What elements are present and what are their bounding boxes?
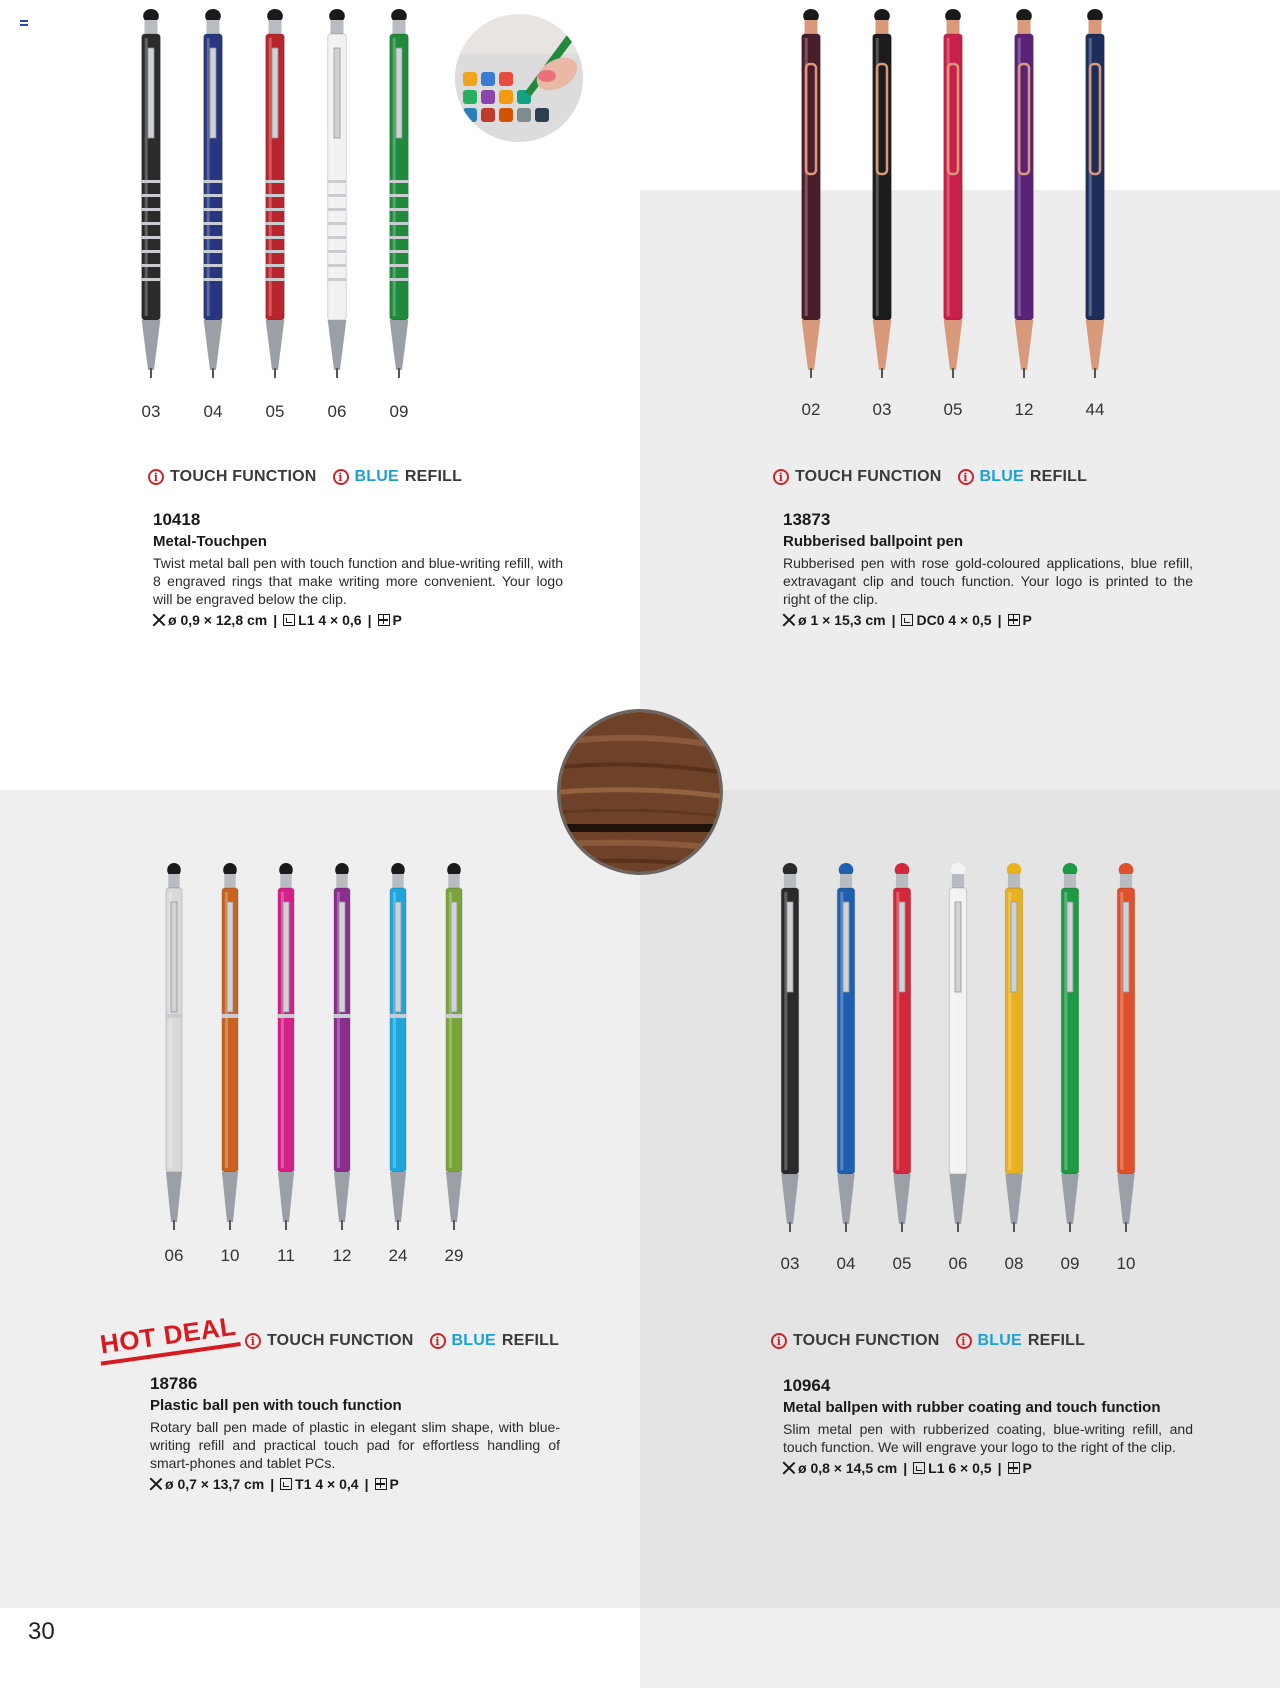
variant-code-label: 29 <box>444 1246 464 1265</box>
product-number: 10418 <box>153 510 201 529</box>
pen-icon <box>267 862 305 1232</box>
feature-touch <box>245 1332 414 1350</box>
pen-icon <box>994 862 1034 1234</box>
pen-icon <box>316 8 358 380</box>
feature-refill <box>430 1332 560 1350</box>
packaging-icon <box>378 614 390 626</box>
pen-icon <box>435 862 473 1232</box>
wood-material-circle <box>560 712 720 872</box>
feature-blue-label: BLUE <box>354 468 399 485</box>
product-10964 <box>783 1376 1193 1476</box>
background-panel-footer <box>640 1608 1280 1688</box>
pen-icon <box>826 862 866 1234</box>
product-name: Rubberised ballpoint pen <box>783 533 964 550</box>
pen-icon <box>379 862 417 1232</box>
packaging-icon <box>375 1478 387 1490</box>
variant-code-label: 04 <box>203 402 223 421</box>
variant-code-label: 02 <box>801 400 821 419</box>
spec-size: ø 0,8 × 14,5 cm <box>798 1460 898 1476</box>
feature-row-10418 <box>148 468 462 486</box>
variant-code-label: 03 <box>872 400 892 419</box>
hot-deal-badge: HOT DEAL <box>96 1310 241 1365</box>
spec-print: L1 4 × 0,6 <box>298 612 362 628</box>
info-icon: i <box>333 469 349 485</box>
variant-code-label: 12 <box>1014 400 1034 419</box>
variant-code-label: 05 <box>943 400 963 419</box>
pen-variant-44 <box>1074 8 1116 419</box>
info-icon: i <box>771 1333 787 1349</box>
pen-variant-29 <box>435 862 473 1265</box>
dimensions-icon <box>150 1478 162 1490</box>
feature-row-18786 <box>245 1332 559 1350</box>
page-number: 30 <box>28 1618 55 1645</box>
pen-variant-03 <box>861 8 903 419</box>
feature-row-13873 <box>773 468 1087 486</box>
spec-size: ø 0,9 × 12,8 cm <box>168 612 268 628</box>
pen-variant-04 <box>826 862 866 1273</box>
print-method-icon <box>913 1462 925 1474</box>
pen-icon <box>1050 862 1090 1234</box>
feature-refill-label: REFILL <box>1027 1332 1086 1349</box>
feature-refill-label: REFILL <box>404 468 463 485</box>
spec-print: T1 4 × 0,4 <box>295 1476 359 1492</box>
variant-code-label: 06 <box>164 1246 184 1265</box>
feature-touch-label: TOUCH FUNCTION <box>267 1332 414 1349</box>
feature-row-10964 <box>771 1332 1085 1350</box>
pen-variant-11 <box>267 862 305 1265</box>
variant-code-label: 03 <box>141 402 161 421</box>
feature-touch-label: TOUCH FUNCTION <box>795 468 942 485</box>
variant-code-label: 44 <box>1085 400 1105 419</box>
variant-code-label: 11 <box>277 1246 295 1265</box>
feature-touch <box>771 1332 940 1350</box>
variant-code-label: 08 <box>1004 1254 1024 1273</box>
variant-code-label: 03 <box>780 1254 800 1273</box>
print-method-icon <box>901 614 913 626</box>
variant-code-label: 10 <box>220 1246 240 1265</box>
product-specs: ø 0,7 × 13,7 cm | T1 4 × 0,4 | P <box>150 1476 560 1492</box>
touchscreen-photo <box>455 14 583 142</box>
info-icon: i <box>148 469 164 485</box>
pen-variant-10 <box>211 862 249 1265</box>
feature-refill-label: REFILL <box>1029 468 1088 485</box>
info-icon: i <box>245 1333 261 1349</box>
feature-touch-label: TOUCH FUNCTION <box>170 468 317 485</box>
pen-variant-06 <box>155 862 193 1265</box>
product-description: Slim metal pen with rubberized coating, blue-writing refill, and touch function. We will engrave your logo to the right of the clip. <box>783 1421 1193 1455</box>
product-number: 13873 <box>783 510 831 529</box>
spec-print: L1 6 × 0,5 <box>928 1460 992 1476</box>
variant-code-label: 24 <box>388 1246 408 1265</box>
info-icon: i <box>958 469 974 485</box>
feature-refill <box>333 468 463 486</box>
print-method-icon <box>283 614 295 626</box>
product-specs: ø 0,8 × 14,5 cm | L1 6 × 0,5 | P <box>783 1460 1193 1476</box>
pen-variant-12 <box>1003 8 1045 419</box>
variant-code-label: 04 <box>836 1254 856 1273</box>
variant-code-label: 06 <box>948 1254 968 1273</box>
spec-print: DC0 4 × 0,5 <box>916 612 992 628</box>
pen-icon <box>254 8 296 380</box>
pen-icon <box>378 8 420 380</box>
pen-variant-05 <box>882 862 922 1273</box>
pen-variant-06 <box>316 8 358 421</box>
dimensions-icon <box>783 1462 795 1474</box>
product-name: Plastic ball pen with touch function <box>150 1397 402 1414</box>
spec-pack: P <box>1022 612 1032 628</box>
dimensions-icon <box>783 614 795 626</box>
pen-icon <box>155 862 193 1232</box>
spec-pack: P <box>1022 1460 1032 1476</box>
pen-icon <box>1003 8 1045 380</box>
feature-touch-label: TOUCH FUNCTION <box>793 1332 940 1349</box>
variant-code-label: 12 <box>332 1246 352 1265</box>
variant-code-label: 10 <box>1116 1254 1136 1273</box>
pen-variant-12 <box>323 862 361 1265</box>
variant-code-label: 06 <box>327 402 347 421</box>
pen-variant-09 <box>1050 862 1090 1273</box>
pen-variant-06 <box>938 862 978 1273</box>
feature-refill-label: REFILL <box>501 1332 560 1349</box>
pen-variant-09 <box>378 8 420 421</box>
product-description: Rotary ball pen made of plastic in elegant slim shape, with blue-writing refill and practical touch pad for effortless handling of smart-phones and tablet PCs. <box>150 1419 560 1471</box>
info-icon: i <box>773 469 789 485</box>
pen-icon <box>938 862 978 1234</box>
product-name: Metal ballpen with rubber coating and touch function <box>783 1399 1161 1416</box>
info-icon: i <box>956 1333 972 1349</box>
product-10418 <box>153 510 563 628</box>
pen-variant-03 <box>770 862 810 1273</box>
pen-icon <box>1106 862 1146 1234</box>
feature-refill <box>958 468 1088 486</box>
feature-blue-label: BLUE <box>979 468 1024 485</box>
pen-icon <box>861 8 903 380</box>
pen-icon <box>211 862 249 1232</box>
spec-size: ø 0,7 × 13,7 cm <box>165 1476 265 1492</box>
pen-variant-24 <box>379 862 417 1265</box>
product-number: 18786 <box>150 1374 198 1393</box>
spec-size: ø 1 × 15,3 cm <box>798 612 886 628</box>
pen-icon <box>130 8 172 380</box>
print-method-icon <box>280 1478 292 1490</box>
feature-touch <box>773 468 942 486</box>
feature-touch <box>148 468 317 486</box>
pen-variant-02 <box>790 8 832 419</box>
feature-blue-label: BLUE <box>451 1332 496 1349</box>
product-18786 <box>150 1374 560 1492</box>
feature-refill <box>956 1332 1086 1350</box>
pen-variant-05 <box>932 8 974 419</box>
pen-icon <box>770 862 810 1234</box>
pen-variant-04 <box>192 8 234 421</box>
pen-icon <box>882 862 922 1234</box>
pen-variant-10 <box>1106 862 1146 1273</box>
pen-variant-03 <box>130 8 172 421</box>
info-icon: i <box>430 1333 446 1349</box>
pen-variant-08 <box>994 862 1034 1273</box>
pen-variant-05 <box>254 8 296 421</box>
pen-icon <box>323 862 361 1232</box>
packaging-icon <box>1008 614 1020 626</box>
variant-code-label: 05 <box>892 1254 912 1273</box>
spec-pack: P <box>389 1476 399 1492</box>
product-description: Twist metal ball pen with touch function and blue-writing refill, with 8 engraved rings that make writing more convenient. Your logo will be engraved below the clip. <box>153 555 563 607</box>
spec-pack: P <box>392 612 402 628</box>
pen-icon <box>1074 8 1116 380</box>
flag-icon <box>20 20 28 26</box>
packaging-icon <box>1008 1462 1020 1474</box>
pen-icon <box>192 8 234 380</box>
product-description: Rubberised pen with rose gold-coloured applications, blue refill, extravagant clip and touch function. Your logo is printed to the right of the clip. <box>783 555 1193 607</box>
dimensions-icon <box>153 614 165 626</box>
product-specs: ø 1 × 15,3 cm | DC0 4 × 0,5 | P <box>783 612 1193 628</box>
variant-code-label: 05 <box>265 402 285 421</box>
variant-code-label: 09 <box>389 402 409 421</box>
feature-blue-label: BLUE <box>977 1332 1022 1349</box>
variant-code-label: 09 <box>1060 1254 1080 1273</box>
product-specs: ø 0,9 × 12,8 cm | L1 4 × 0,6 | P <box>153 612 563 628</box>
pen-icon <box>932 8 974 380</box>
product-name: Metal-Touchpen <box>153 533 267 550</box>
pen-icon <box>790 8 832 380</box>
product-13873 <box>783 510 1193 628</box>
product-number: 10964 <box>783 1376 831 1395</box>
